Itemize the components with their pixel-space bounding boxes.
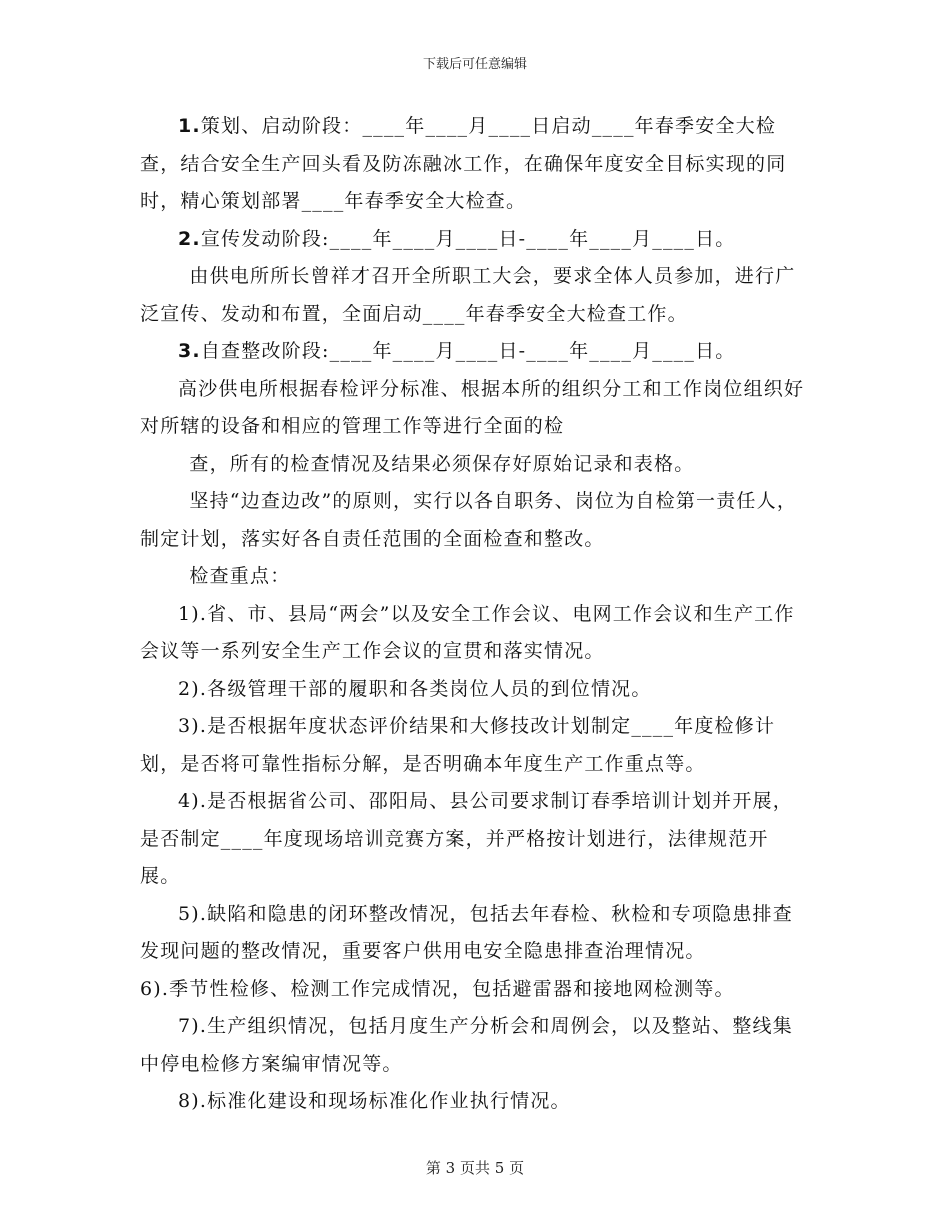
list-item-8 <box>140 1083 805 1121</box>
item-number: 3. <box>178 340 201 362</box>
paragraph-text: 7).生产组织情况，包括月度生产分析会和周例会，以及整站、整线集中停电检修方案编审情况等。 <box>140 1015 793 1075</box>
paragraph-text: 3).是否根据年度状态评价结果和大修技改计划制定____年度检修计划，是否将可靠性指标分解，是否明确本年度生产工作重点等。 <box>140 715 776 775</box>
paragraph-text: 6).季节性检修、检测工作完成情况，包括避雷器和接地网检测等。 <box>140 977 735 1000</box>
list-item-4 <box>140 783 805 896</box>
paragraph-text: 8).标准化建设和现场标准化作业执行情况。 <box>178 1090 571 1112</box>
list-item-3 <box>140 708 805 783</box>
paragraph-text: 宣传发动阶段:____年____月____日-____年____月____日。 <box>200 227 736 250</box>
paragraph-gaosha-station <box>140 371 805 446</box>
paragraph-planning-phase <box>140 108 805 221</box>
paragraph-text: 自查整改阶段:____年____月____日-____年____月____日。 <box>200 340 736 362</box>
paragraph-principle <box>140 483 805 558</box>
paragraph-records <box>140 446 805 484</box>
list-item-6 <box>140 971 805 1009</box>
paragraph-staff-meeting <box>140 258 805 333</box>
item-number: 1. <box>178 115 201 137</box>
list-item-2 <box>140 671 805 709</box>
paragraph-text: 1).省、市、县局“两会”以及安全工作会议、电网工作会议和生产工作会议等一系列安全生产工作会议的宣贯和落实情况。 <box>140 602 795 662</box>
list-item-7 <box>140 1008 805 1083</box>
paragraph-text: 查，所有的检查情况及结果必须保存好原始记录和表格。 <box>189 452 695 475</box>
paragraph-key-points-heading <box>140 558 805 596</box>
page-header: 下载后可任意编辑 <box>422 57 527 72</box>
paragraph-self-check-phase <box>140 333 805 371</box>
paragraph-publicity-phase <box>140 221 805 259</box>
paragraph-text: 策划、启动阶段：____年____月____日启动____年春季安全大检查，结合安全生产回头看及防冻融冰工作，在确保年度安全目标实现的同时，精心策划部署____年春季安全大检查。 <box>140 115 787 212</box>
paragraph-text: 检查重点： <box>189 565 291 587</box>
paragraph-text: 4).是否根据省公司、邵阳局、县公司要求制订春季培训计划并开展，是否制定____年度现场培训竞赛方案，并严格按计划进行，法律规范开展。 <box>140 790 793 887</box>
list-item-1 <box>140 596 805 671</box>
paragraph-text: 坚持“边查边改”的原则，实行以各自职务、岗位为自检第一责任人，制定计划，落实好各自责任范围的全面检查和整改。 <box>140 490 798 550</box>
paragraph-text: 2).各级管理干部的履职和各类岗位人员的到位情况。 <box>178 677 652 700</box>
paragraph-text: 高沙供电所根据春检评分标准、根据本所的组织分工和工作岗位组织好对所辖的设备和相应的管理工作等进行全面的检 <box>140 377 805 437</box>
paragraph-text: 5).缺陷和隐患的闭环整改情况，包括去年春检、秋检和专项隐患排查发现问题的整改情况，重要客户供用电安全隐患排查治理情况。 <box>140 902 793 962</box>
document-body <box>140 108 805 1121</box>
page-footer: 第 3 页共 5 页 <box>425 1159 525 1177</box>
item-number: 2. <box>178 227 201 250</box>
paragraph-text: 由供电所所长曾祥才召开全所职工大会，要求全体人员参加，进行广泛宣传、发动和布置，全面启动____年春季安全大检查工作。 <box>140 265 796 325</box>
list-item-5 <box>140 896 805 971</box>
